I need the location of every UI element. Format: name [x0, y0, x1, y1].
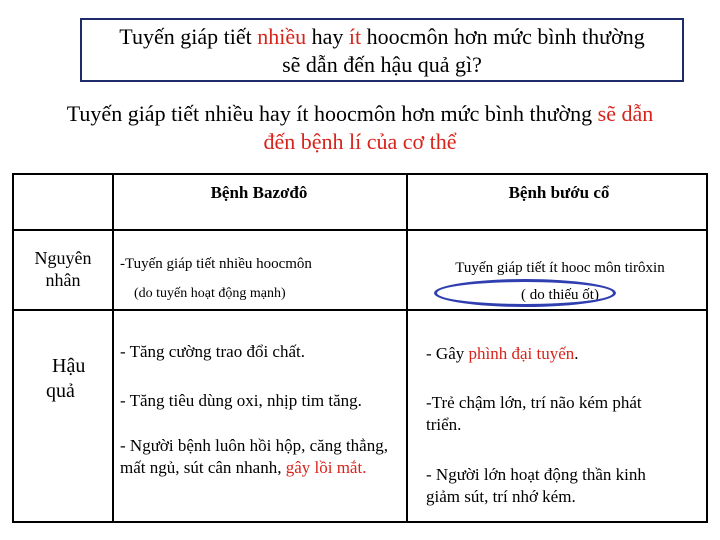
question-line-2: sẽ dẫn đến hậu quả gì? [282, 52, 482, 77]
question-highlight-less: ít [348, 24, 362, 49]
question-box [80, 18, 684, 82]
row-label-effect: Hậu quả [46, 355, 86, 402]
statement-line-2: đến bệnh lí của cơ thể [263, 129, 457, 154]
effect-goiter-1: - Gây phình đại tuyến. [426, 344, 579, 363]
question-text: hoocmôn hơn mức bình thường [361, 24, 645, 49]
header-basedow: Bệnh Bazơđô [210, 183, 308, 202]
effect-basedow-1: - Tăng cường trao đổi chất. [120, 342, 305, 361]
question-text: Tuyến giáp tiết [119, 24, 258, 49]
question-text: hay [306, 24, 349, 49]
effect-goiter-3: - Người lớn hoạt động thần kinh giảm sút, trí nhớ kém. [426, 465, 646, 506]
question-highlight-more: nhiều [257, 24, 307, 49]
cause-goiter: Tuyến giáp tiết ít hooc môn tirôxin [455, 260, 665, 276]
comparison-table [12, 173, 708, 523]
table-divider [406, 175, 408, 521]
row-label-cause: Nguyên nhân [34, 248, 92, 290]
statement [10, 100, 710, 156]
table-divider [14, 229, 706, 231]
cause-goiter-detail: ( do thiếu ốt) [521, 287, 599, 303]
effect-goiter-2: -Trẻ chậm lớn, trí não kém phát triển. [426, 393, 642, 434]
statement-highlight: sẽ dẫn [597, 101, 654, 126]
cause-basedow-detail: (do tuyến hoạt động mạnh) [134, 286, 286, 301]
cause-basedow: -Tuyến giáp tiết nhiều hoocmôn [120, 256, 312, 272]
effect-basedow-2: - Tăng tiêu dùng oxi, nhịp tim tăng. [120, 391, 362, 410]
table-divider [14, 309, 706, 311]
highlight-oval [434, 279, 616, 307]
effect-basedow-3: - Người bệnh luôn hồi hộp, căng thẳng, mất ngủ, sút cân nhanh, gây lồi mắt. [120, 436, 388, 477]
question-line-1 [82, 23, 682, 51]
header-goiter: Bệnh bướu cổ [508, 183, 610, 202]
statement-line-1 [10, 100, 710, 128]
table-divider [112, 175, 114, 521]
statement-text: Tuyến giáp tiết nhiều hay ít hoocmôn hơn mức bình thường [66, 101, 598, 126]
